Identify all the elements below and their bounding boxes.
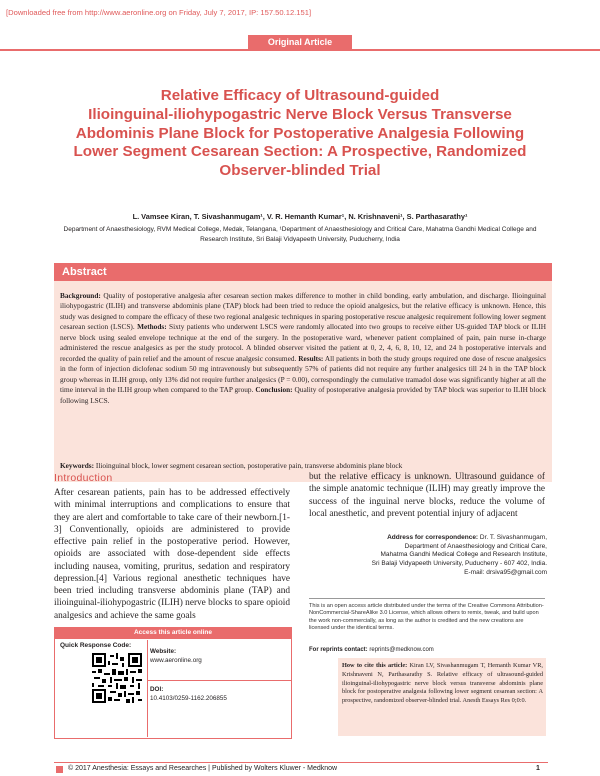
correspondence-email[interactable]: E-mail: drsiva95@gmail.com	[464, 568, 547, 576]
correspondence-line: Department of Anaesthesiology and Critical Care,	[404, 542, 547, 550]
introduction-heading: Introduction	[54, 472, 113, 484]
page-number: 1	[536, 765, 540, 772]
conclusion-label: Conclusion:	[255, 385, 293, 395]
qr-label: Quick Response Code:	[60, 642, 132, 649]
open-access-notice: This is an open access article distributed under the terms of the Creative Commons Attribution-NonCommercial-ShareAlike 3.0 License, which allows others to remix, tweak, and build upon the work non-commercially, as long as the author is credited and the new creations are licensed under the identical terms.	[309, 603, 544, 632]
doi-label: DOI:	[150, 686, 164, 693]
cite-text	[342, 662, 543, 706]
download-notice: [Downloaded free from http://www.aeronline.org on Friday, July 7, 2017, IP: 157.50.12.151]	[6, 8, 312, 17]
access-divider	[147, 640, 148, 737]
open-access-rule	[309, 598, 545, 599]
qr-code-icon	[92, 653, 142, 703]
keywords-text: Ilioinguinal block, lower segment cesarean section, postoperative pain, transverse abdominis plane block	[95, 461, 403, 470]
article-title	[40, 87, 560, 181]
keywords-label: Keywords:	[60, 461, 95, 470]
abstract-text	[60, 291, 546, 406]
correspondence-line: Sri Balaji Vidyapeeth University, Puducherry - 607 402, India.	[371, 560, 547, 568]
title-line: Relative Efficacy of Ultrasound-guided	[160, 87, 440, 104]
access-online-heading: Access this article online	[54, 627, 292, 639]
abstract-header-bar	[54, 263, 552, 281]
title-line: Observer-blinded Trial	[219, 162, 381, 180]
results-text: All patients in both the study groups required one dose of rescue analgesics in the form of injection diclofenac sodium 50 mg intravenously but subsequently 57% of patients did not require any further analgesics till 24 h in the TAP block group whereas in ILIH group, only 13% did not require further analgesics (P = 0.00), correspondingly the cumulative tramadol dose was significantly higher at all the time interval in the ILIH group when compared to the TAP group.	[60, 353, 547, 395]
footer-marker-icon	[56, 766, 63, 773]
footer-copyright: © 2017 Anesthesia: Essays and Researches | Published by Wolters Kluwer - Medknow	[68, 765, 338, 772]
correspondence-address	[341, 534, 547, 578]
doi-value: 10.4103/0259-1162.206855	[150, 695, 227, 702]
correspondence-line: Dr. T. Sivashanmugam,	[479, 534, 547, 541]
title-line: Lower Segment Cesarean Section: A Prospective, Randomized	[73, 143, 527, 161]
author-list: L. Vamsee Kiran, T. Sivashanmugam¹, V. R. Hemanth Kumar¹, N. Krishnaveni¹, S. Parthasarathy¹	[132, 212, 468, 221]
title-line: Ilioinguinal-iliohypogastric Nerve Block Versus Transverse	[88, 105, 512, 123]
abstract-heading: Abstract	[62, 266, 107, 278]
background-label: Background:	[60, 291, 101, 300]
conclusion-text: Quality of postoperative analgesia provided by TAP block was superior to ILIH block following LSCS.	[60, 385, 546, 405]
background-text: Quality of postoperative analgesia after cesarean section makes difference to mother in child bonding, early ambulation, and discharge. Ilioinguinal iliohypogastric (ILIH) and transverse abdominis plane (TAP) block had been tried to reduce the opioid analgesics, but the relative efficacy is unknown. Hence, this study was designed to compare the efficacy of these two regional analgesic techniques in sparing postoperative rescue analgesic requirement following lower segment cesarean section (LSCS).	[60, 291, 546, 332]
cite-body: Kiran LV, Sivashanmugam T, Hemanth Kumar VR, Krishnaveni N, Parthasarathy S. Relative efficacy of ultrasound-guided ilioinguinal-iliohypogastric nerve block versus transverse abdominis plane block for postoperative analgesia following lower segment cesarean section: A prospective, randomized observer-blinded trial. Anesth Essays Res 0;0:0.	[342, 662, 543, 704]
results-label: Results:	[298, 353, 324, 363]
header-rule	[0, 49, 600, 51]
reprints-label: For reprints contact:	[309, 647, 368, 653]
methods-text: Sixty patients who underwent LSCS were randomly allocated into two groups to receive either US-guided TAP block or ILIH nerve block using sealed envelope technique at the end of the surgery. In the postoperative ward, whenever patient complained of pain, pain nurse in-charge administered the rescue analgesics as per the study protocol. A blinded observer visited the patient at 0, 2, 4, 6, 8, 10, 12, and 24 h postoperative intervals and recorded the quality of pain relief and the amount of rescue analgesic consumed.	[60, 322, 547, 363]
access-divider	[147, 680, 292, 681]
methods-label: Methods:	[137, 322, 167, 332]
footer-rule	[54, 762, 548, 763]
introduction-col1: After cesarean patients, pain has to be addressed effectively with minimal interruptions and complications to ensure that they are alert and comfortable to take care of their newborn.[1-3] Conventionally, opioids are administered to provide effective pain relief in the postoperative period. However, opioids are associated with dose-dependent side effects including nausea, vomiting, pruritus, sedation and respiratory depression.[4] Various regional anesthetic techniques have been tried including transverse abdominis plane (TAP) and ilioinguinal-iliohypogastric (ILIH) nerve blocks to spare opioid analgesics and achieve the same goals	[54, 488, 290, 621]
keywords	[60, 461, 546, 471]
correspondence-line: Mahatma Gandhi Medical College and Research Institute,	[380, 551, 547, 559]
reprints-contact	[309, 647, 545, 653]
website-label: Website:	[150, 648, 177, 655]
affiliation: Department of Anaesthesiology, RVM Medical College, Medak, Telangana, ¹Department of Anaesthesiology and Critical Care, Mahatma Gandhi Medical College and Research Institute, Sri Balaji Vidyapeeth University, Puducherry, India	[63, 226, 537, 243]
cite-label: How to cite this article:	[342, 662, 408, 669]
reprints-email[interactable]: reprints@medknow.com	[369, 647, 434, 653]
introduction-col2: but the relative efficacy is unknown. Ultrasound guidance of the simple anatomic technique (ILIH) may greatly improve the success of the inguinal nerve blocks, reduce the volume of local anesthetic, and prevent potential injury of adjacent	[309, 472, 545, 519]
section-badge: Original Article	[248, 35, 352, 50]
title-line: Abdominis Plane Block for Postoperative Analgesia Following	[75, 124, 525, 142]
website-link[interactable]: www.aeronline.org	[150, 657, 202, 664]
correspondence-label: Address for correspondence:	[387, 534, 479, 541]
